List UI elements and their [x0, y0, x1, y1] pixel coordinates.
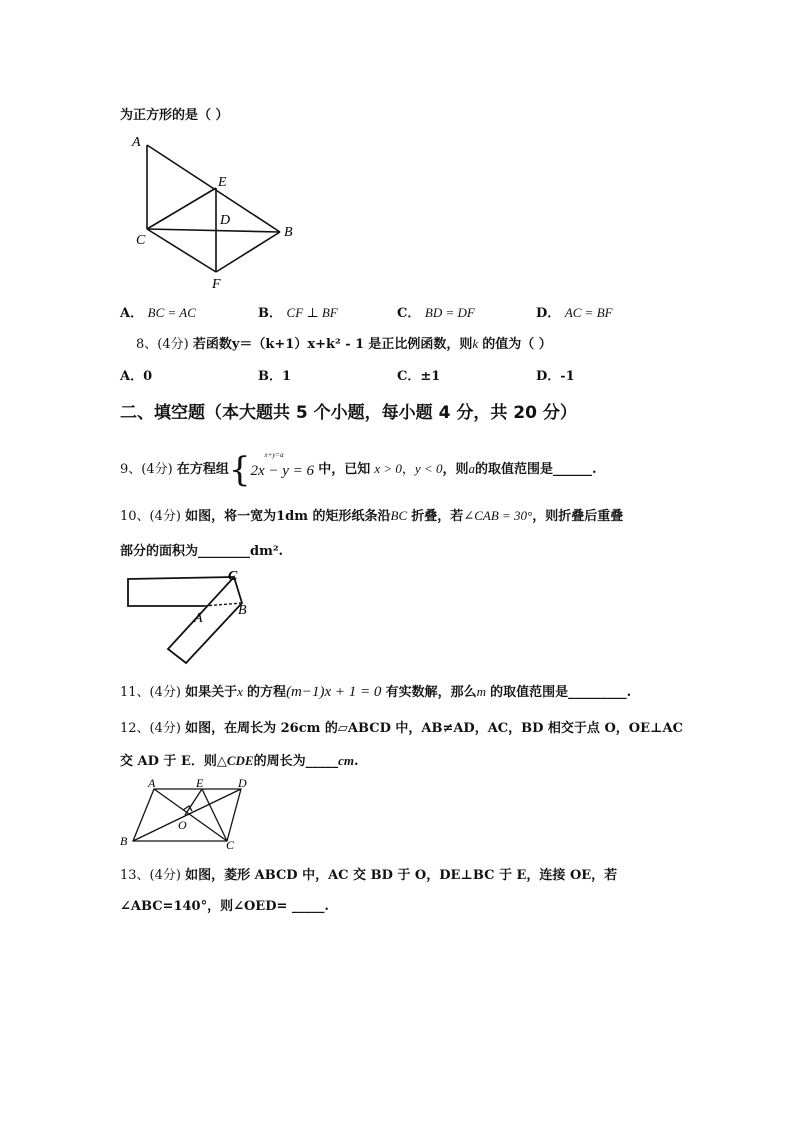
q10-stem-line2: 部分的面积为________dm².	[120, 544, 284, 559]
q7-option-d[interactable]: D． AC = BF	[536, 305, 613, 321]
q11-stem: 11、(4分) 如果关于x 的方程(m−1)x + 1 = 0 有实数解，那么m 的取值范围是_________.	[120, 684, 632, 700]
q12-label-b: B	[120, 834, 128, 848]
q13-stem-line2: ∠ABC=140°，则∠OED= _____.	[120, 899, 329, 914]
q9-eq-bottom: 2x − y = 6	[250, 463, 315, 479]
q10-label-c: C	[228, 569, 238, 584]
q7-figure	[120, 128, 300, 298]
q12-stem-line1: 12、(4分) 如图，在周长为 26cm 的▱ABCD 中，AB≠AD，AC，BD 相交于点 O，OE⊥AC	[120, 721, 683, 736]
q12-label-a: A	[148, 776, 156, 790]
q7-label-b: B	[284, 225, 293, 240]
q10-label-b: B	[238, 603, 247, 618]
q8-option-c[interactable]: C．±1	[397, 369, 441, 384]
q8-option-a[interactable]: A．0	[120, 369, 153, 384]
q9-stem: 9、(4分) 在方程组{ x+y=a 2x − y = 6 中，已知 x > 0，y < 0，则a的取值范围是______.	[120, 450, 597, 490]
q8-option-b[interactable]: B．1	[258, 369, 292, 384]
q7-label-d: D	[220, 213, 231, 228]
q12-figure	[116, 775, 261, 855]
q12-stem-line2: 交 AD 于 E．则△CDE的周长为_____cm.	[120, 753, 359, 769]
q8-option-d[interactable]: D．-1	[536, 369, 575, 384]
q7-option-b[interactable]: B． CF ⊥ BF	[258, 305, 338, 321]
q7-label-e: E	[218, 175, 227, 190]
q12-label-d: D	[238, 776, 247, 790]
q8-stem: 8、(4分) 若函数y＝（k+1）x+k² - 1 是正比例函数，则k 的值为（ ）	[136, 336, 552, 352]
q10-stem-line1: 10、(4分) 如图，将一宽为1dm 的矩形纸条沿BC 折叠，若∠CAB = 30°，则折叠后重叠	[120, 508, 624, 524]
q10-label-a: A	[194, 611, 203, 626]
q7-stem-tail: 为正方形的是（ ）	[120, 108, 229, 123]
q7-option-c[interactable]: C． BD = DF	[397, 305, 475, 321]
section-2-heading: 二、填空题（本大题共 5 个小题，每小题 4 分，共 20 分）	[120, 403, 577, 423]
q9-eq-top: x+y=a	[264, 451, 284, 459]
q7-label-f: F	[212, 277, 221, 292]
q12-label-e: E	[196, 776, 204, 790]
q9-brace: {	[228, 450, 251, 490]
q7-label-c: C	[136, 233, 146, 248]
q12-label-o: O	[178, 818, 187, 832]
q10-figure	[120, 566, 260, 666]
q7-option-a[interactable]: A． BC = AC	[120, 305, 196, 321]
q12-label-c: C	[226, 838, 235, 852]
q13-stem-line1: 13、(4分) 如图，菱形 ABCD 中，AC 交 BD 于 O，DE⊥BC 于 E，连接 OE，若	[120, 868, 618, 883]
q7-label-a: A	[132, 135, 141, 150]
